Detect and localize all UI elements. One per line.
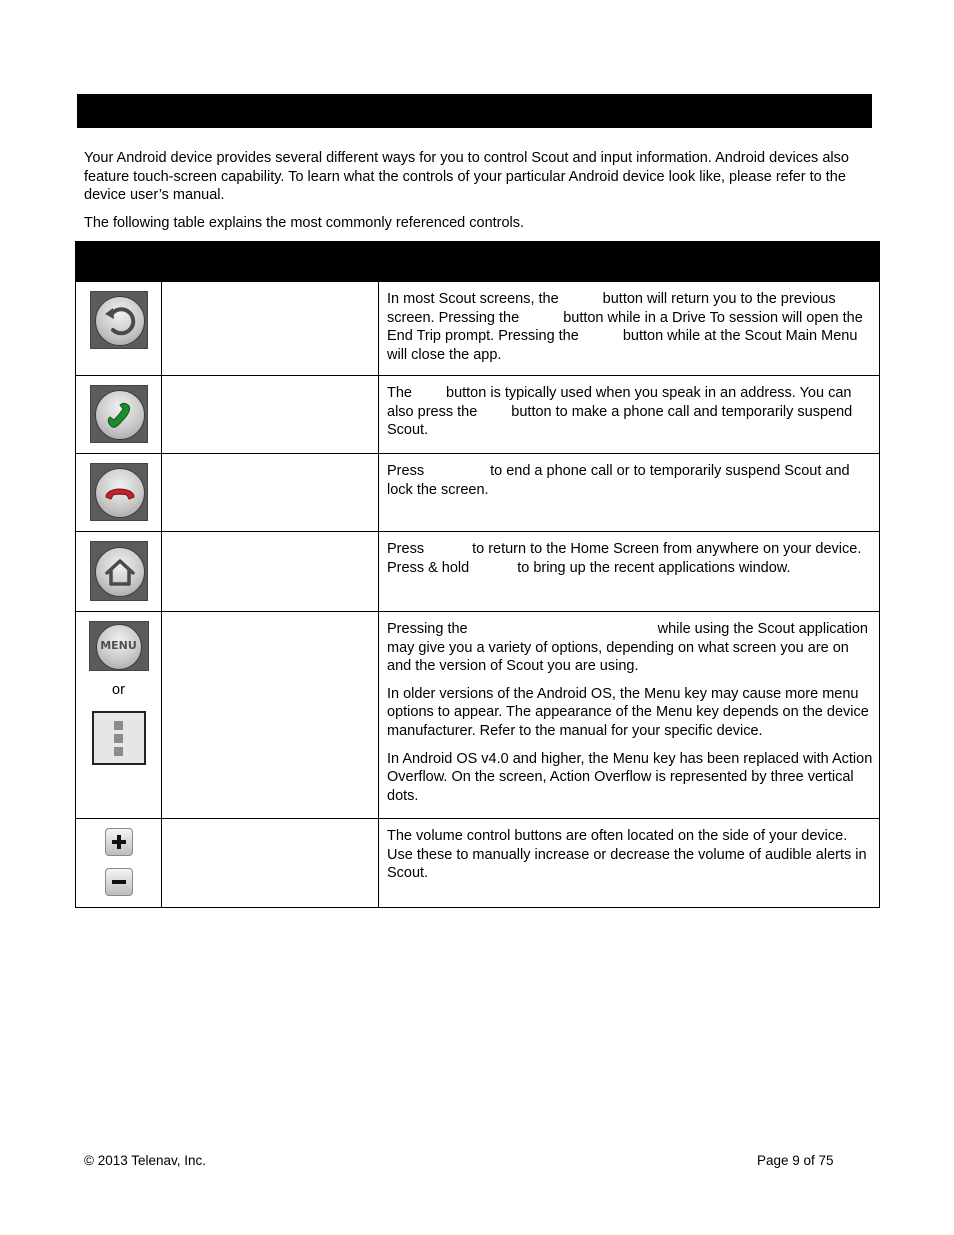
description-cell	[379, 819, 880, 908]
home-icon	[90, 541, 148, 601]
call-desc-b: button is typically used when you speak in an address. You can also press the	[387, 385, 852, 420]
back-desc-b: button will return you to the previous screen. Pressing the	[387, 291, 836, 326]
intro-paragraph-2: The following table explains the most commonly referenced controls.	[84, 215, 525, 231]
footer-page-number: Page 9 of 75	[757, 1153, 834, 1168]
icon-cell	[76, 282, 162, 376]
call-desc-a: The	[387, 385, 412, 401]
back-desc-a: In most Scout screens, the	[387, 291, 559, 307]
icon-cell	[76, 454, 162, 532]
menu-desc-paragraph-1	[387, 620, 873, 676]
header-cell-control	[162, 242, 379, 282]
menu-key-label: MENU	[100, 638, 137, 652]
icon-cell	[76, 819, 162, 908]
intro-paragraph: Your Android device provides several different ways for you to control Scout and input information. Android devices also feature touch-screen capability. To learn what the controls of your particular Android device look like, please refer to the device user’s manual.	[84, 150, 849, 203]
control-name-cell	[162, 376, 379, 454]
action-overflow-icon	[92, 711, 146, 765]
footer-copyright: © 2013 Telenav, Inc.	[84, 1153, 207, 1168]
description-cell	[379, 376, 880, 454]
description-cell	[379, 532, 880, 612]
description-cell	[379, 282, 880, 376]
table-row-end	[76, 454, 880, 532]
control-name-cell	[162, 612, 379, 819]
control-name-cell	[162, 454, 379, 532]
header-cell-icon	[76, 242, 162, 282]
icon-cell	[76, 612, 162, 819]
table-row-back	[76, 282, 880, 376]
or-label: or	[112, 682, 125, 698]
header-cell-description	[379, 242, 880, 282]
description-cell	[379, 454, 880, 532]
menu-desc-paragraph-2: In older versions of the Android OS, the Menu key may cause more menu options to appear. The appearance of the Menu key depends on the device manufacturer. Refer to the manual for your specific device.	[387, 685, 869, 739]
control-name-cell	[162, 819, 379, 908]
menu-key-icon	[89, 621, 149, 671]
icon-cell	[76, 532, 162, 612]
home-desc-b: to return to the Home Screen from anywhere on your device. Press & hold	[387, 541, 862, 576]
menu-desc-paragraph-3: In Android OS v4.0 and higher, the Menu key has been replaced with Action Overflow. On the screen, Action Overflow is represented by three vertical dots.	[387, 750, 873, 804]
back-desc-d: button while at the Scout Main Menu will close the app.	[387, 328, 858, 363]
volume-down-icon	[105, 868, 133, 896]
volume-up-icon	[105, 828, 133, 856]
back-key-icon	[90, 291, 148, 349]
volume-desc: The volume control buttons are often located on the side of your device. Use these to manually increase or decrease the volume of audible alerts in Scout.	[387, 828, 867, 882]
table-row-menu	[76, 612, 880, 819]
phone-call-icon	[90, 385, 148, 443]
phone-end-icon	[90, 463, 148, 521]
description-cell	[379, 612, 880, 819]
icon-cell	[76, 376, 162, 454]
menu-desc-p1a: Pressing the	[387, 621, 468, 637]
menu-desc-p1b: while using the Scout application may give you a variety of options, depending on what screen you are on and the version of Scout you are using.	[387, 621, 868, 675]
home-desc-c: to bring up the recent applications window.	[517, 559, 791, 576]
section-header-bar	[77, 94, 872, 128]
control-name-cell	[162, 532, 379, 612]
table-row-volume	[76, 819, 880, 908]
controls-table	[75, 241, 880, 908]
home-desc-a: Press	[387, 541, 425, 557]
back-desc-c: button while in a Drive To session will open the End Trip prompt. Pressing the	[387, 309, 863, 345]
end-desc-a: Press	[387, 463, 425, 479]
control-name-cell	[162, 282, 379, 376]
table-row-home	[76, 532, 880, 612]
end-desc-b: to end a phone call or to temporarily suspend Scout and lock the screen.	[387, 463, 850, 498]
table-header-row	[76, 242, 880, 282]
table-row-call	[76, 376, 880, 454]
call-desc-c: button to make a phone call and temporarily suspend Scout.	[387, 403, 853, 439]
